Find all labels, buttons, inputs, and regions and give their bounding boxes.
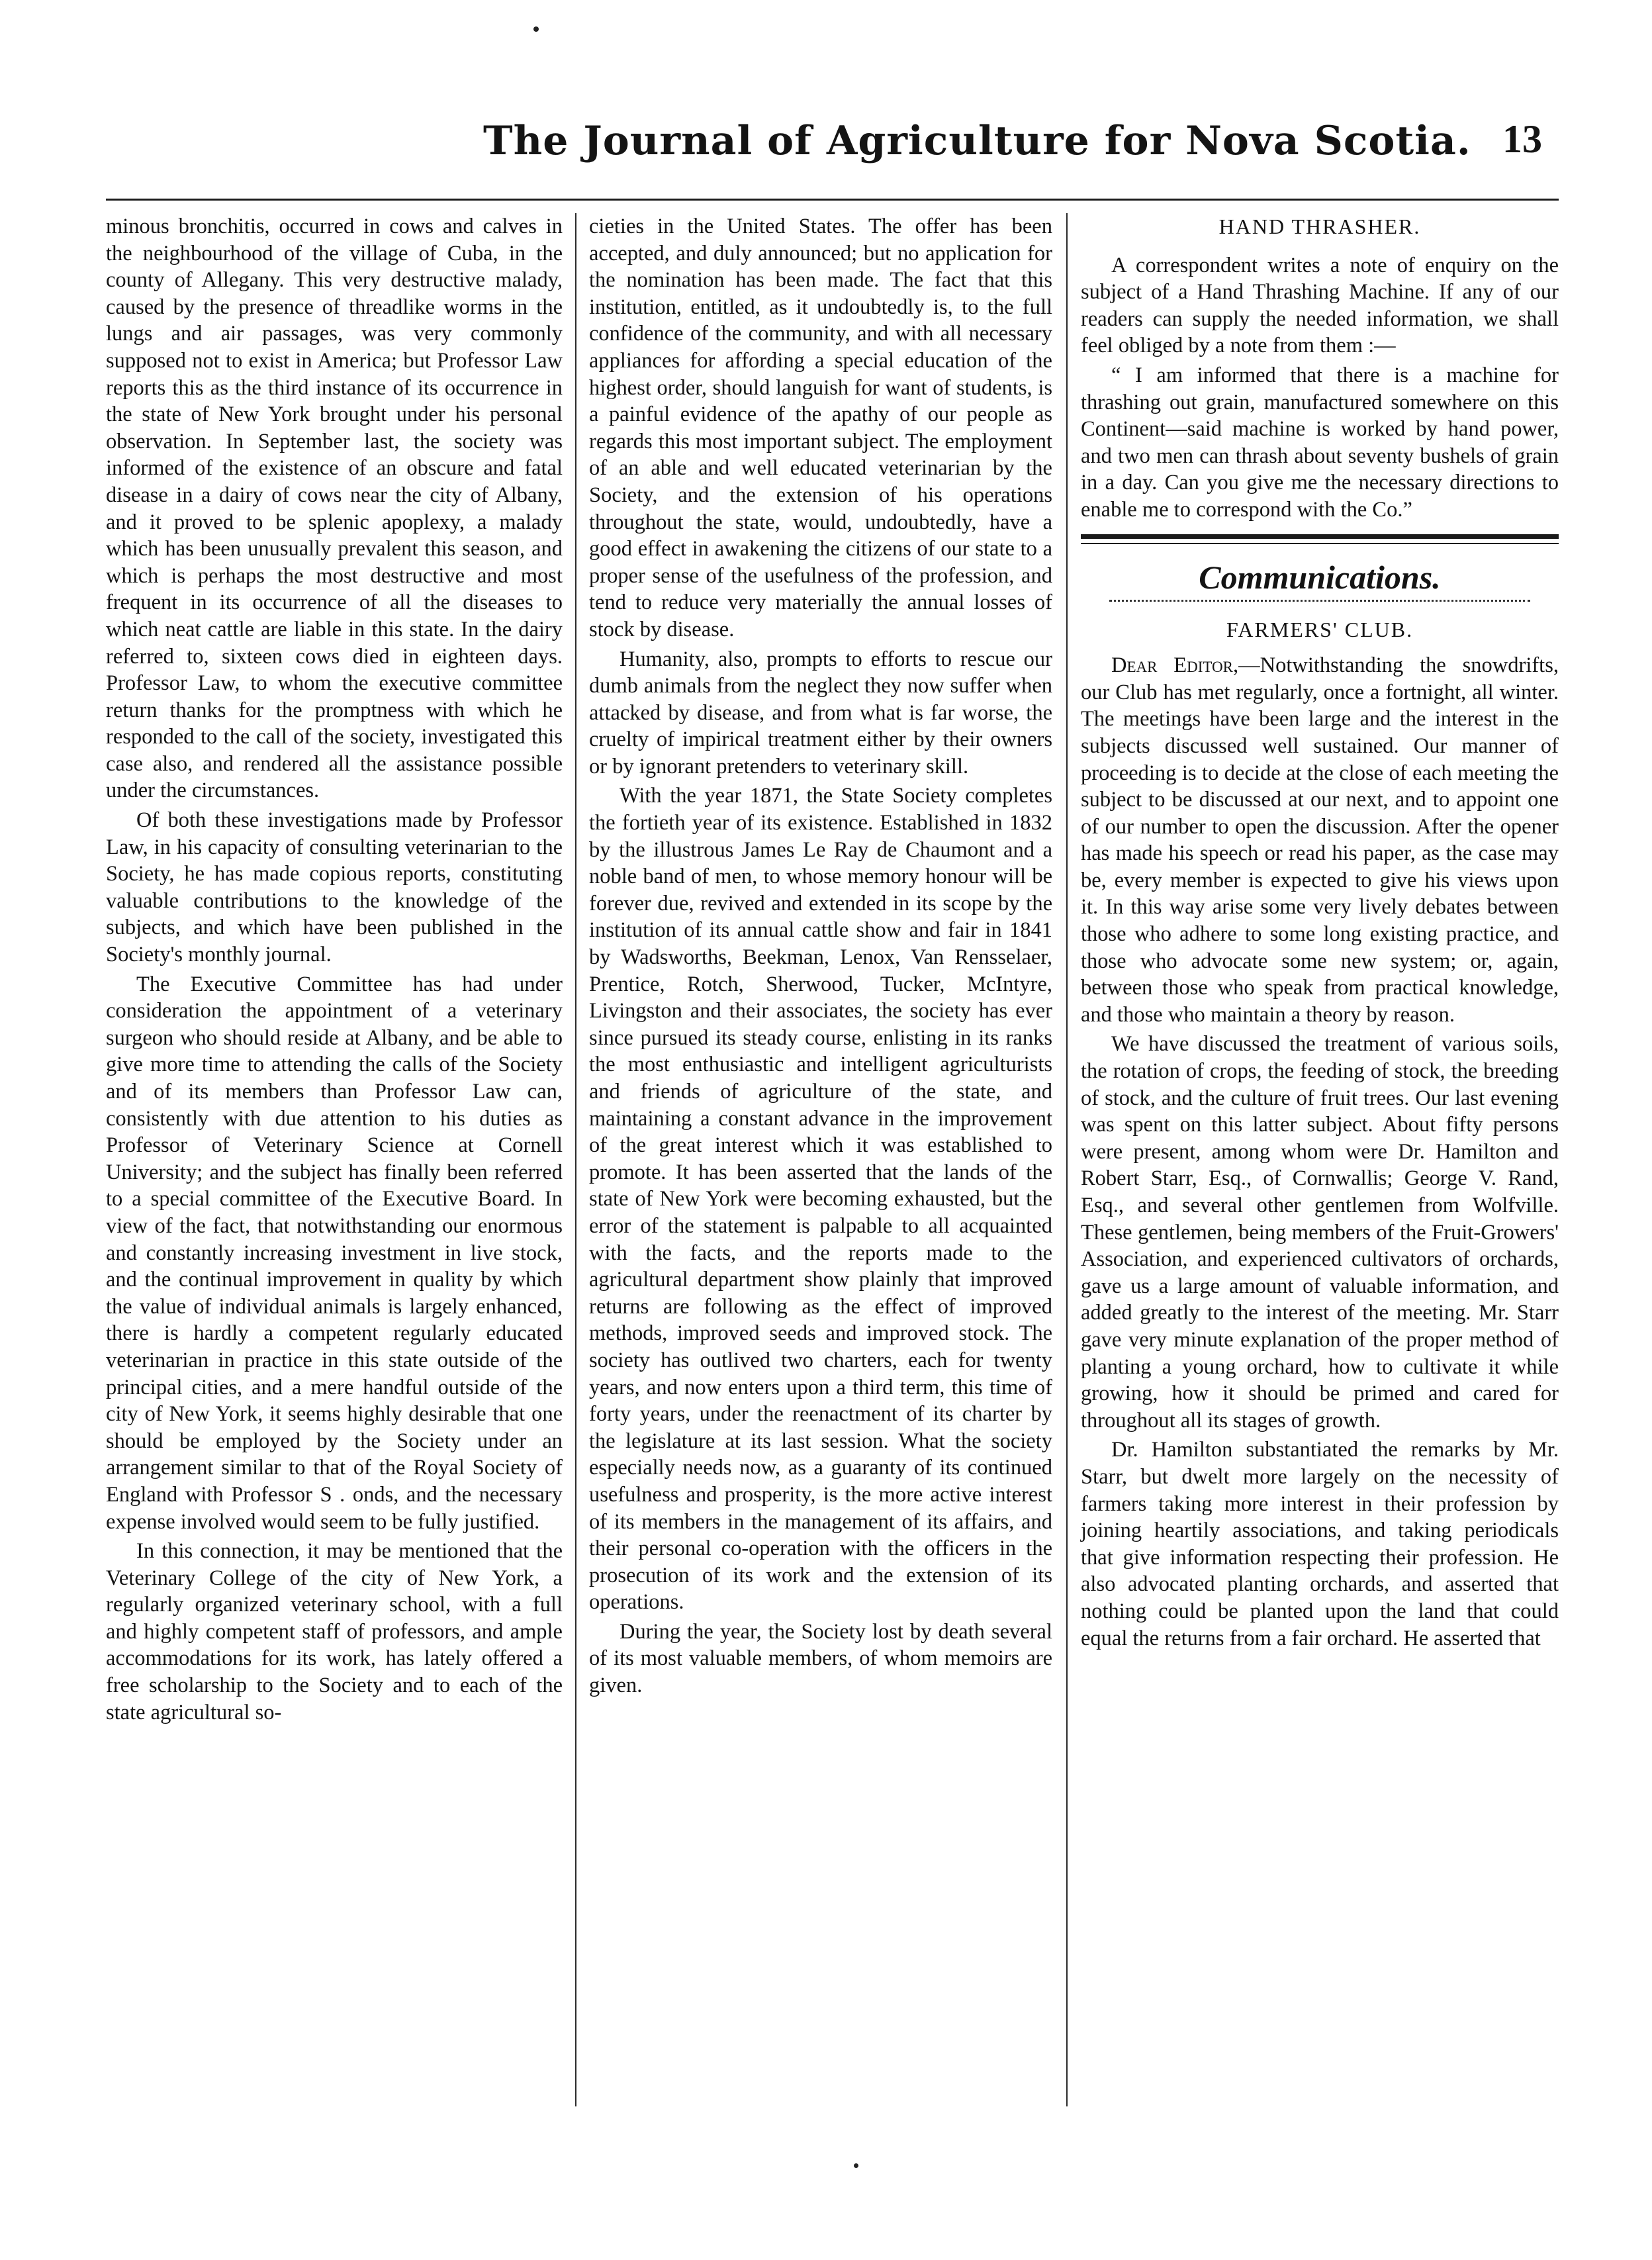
print-speck (854, 2163, 858, 2168)
running-title: The Journal of Agriculture for Nova Scotia. (483, 118, 1471, 164)
column-1 (106, 213, 563, 1728)
hand-thrasher-heading: HAND THRASHER. (1218, 214, 1421, 238)
header-rule (106, 199, 1559, 201)
page-number: 13 (1502, 117, 1542, 161)
letter-first-paragraph: —Notwithstanding the snowdrifts, our Club has met regularly, once a fortnight, all winter. The meetings have been large and the interest in the subjects discussed well sustained. Our manner of proceeding is to decide at the close of each meeting the subject to be discussed at our next, and to appoint one of our number to open the discussion. After the opener has made his speech or read his paper, as the case may be, every member is expected to give his views upon it. In this way arise some very lively debates between those who adhere to some long existing practice, and those who advocate some new system; or, again, between those who speak from practical knowledge, and those who maintain a theory by reason. (1081, 653, 1559, 1027)
dotted-rule (1109, 600, 1530, 602)
paragraph: The Executive Committee has had under consideration the appointment of a veterinary surgeon who should reside at Albany, and be able to give more time to attending the calls of the Society and of its members than Professor Law can, consistently with due attention to his duties as Professor of Veterinary Science at Cornell University; and the subject has finally been referred to a special committee of the Executive Board. In view of the fact, that notwithstanding our enormous and constantly increasing investment in live stock, and the continual improvement in quality by which the value of individual animals is largely enhanced, there is hardly a competent regularly educated veterinarian in practice in this state outside of the principal cities, and a mere handful outside of the city of New York, it seems highly desirable that one should be employed by the Society under an arrangement similar to that of the Royal Society of England with Professor S . onds, and the necessary expense involved would seem to be fully justified. (106, 972, 563, 1534)
farmers-club-heading: FARMERS' CLUB. (1226, 617, 1414, 641)
salutation: Dear Editor, (1111, 653, 1239, 678)
quoted-letter: “ I am informed that there is a machine for thrashing out grain, manufactured somewhere on this Continent—said machine is worked by hand power, and two men can thrash about seventy bushels of grain in a day. Can you give me the necessary directions to enable me to correspond with the Co.” (1081, 363, 1559, 522)
letter-opening (1081, 652, 1559, 1028)
communications-banner: Communications. (1199, 558, 1441, 596)
paragraph: minous bronchitis, occurred in cows and calves in the neighbourhood of the village of Cuba, in the county of Allegany. This very destructive malady, caused by the presence of threadlike worms in the lungs and air passages, was very commonly supposed not to exist in America; but Professor Law reports this as the third instance of its occurrence in the state of New York brought under his personal observation. In September last, the society was informed of the existence of an obscure and fatal disease in a dairy of cows near the city of Albany, and it proved to be splenic apoplexy, a malady which has been unusually prevalent this season, and which is perhaps the most destructive and most frequent in its occurrence of all the diseases to which neat cattle are liable in this state. In the dairy referred to, sixteen cows died in eighteen days. Professor Law, to whom the executive committee return thanks for the promptness with which he responded to the call of the society, investigated this case also, and rendered all the assistance possible under the circumstances. (106, 214, 563, 803)
column-3 (1081, 213, 1559, 1654)
paragraph: A correspondent writes a note of enquiry on the subject of a Hand Thrashing Machine. If any of our readers can supply the needed information, we shall feel obliged by a note from them :— (1081, 253, 1559, 358)
paragraph: cieties in the United States. The offer has been accepted, and duly announced; but no application for the nomination has been made. The fact that this institution, entitled, as it undoubtedly is, to the full confidence of the community, and with all necessary appliances for affording a special education of the highest order, should languish for want of students, is a painful evidence of the apathy of our people as regards this most important subject. The employment of an able and well educated veterinarian by the Society, and the extension of his operations throughout the state, would, undoubtedly, have a good effect in awakening the citizens of our state to a proper sense of the usefulness of the profession, and tend to reduce very materially the annual losses of stock by disease. (589, 214, 1052, 641)
paragraph: Dr. Hamilton substantiated the remarks by Mr. Starr, but dwelt more largely on the necessity of farmers taking more interest in their profession by joining heartily associations, and taking periodicals that give information respecting their profession. He also advocated planting orchards, and asserted that nothing could be planted upon the land that could equal the returns from a fair orchard. He asserted that (1081, 1438, 1559, 1650)
paragraph: With the year 1871, the State Society completes the fortieth year of its existence. Established in 1832 by the illustrous James Le Ray de Chaumont and a noble band of men, to whose memory honour will be forever due, revived and extended in its scope by the institution of its annual cattle show and fair in 1841 by Wadsworths, Beekman, Lenox, Van Rensselaer, Prentice, Rotch, Sherwood, Tucker, McIntyre, Livingston and their associates, the society has ever since pursued its steady course, enlisting in its ranks the most enthusiastic and intelligent agriculturists and friends of agriculture of the state, and maintaining a constant advance in the improvement of the great interest which it was established to promote. It has been asserted that the lands of the state of New York were becoming exhausted, but the error of the statement is palpable to all acquainted with the facts, and the reports made to the agricultural department show plainly that improved returns are following as the effect of improved methods, improved seeds and improved stock. The society has outlived two charters, each for twenty years, and now enters upon a third term, this time of forty years, under the reenactment of its charter by the legislature at its last session. What the society especially needs now, as a guaranty of its continued usefulness and prosperity, is the more active interest of its members in the management of its affairs, and their personal co-operation with the officers in the prosecution of its work and the extension of its operations. (589, 784, 1052, 1615)
paragraph: Humanity, also, prompts to efforts to rescue our dumb animals from the neglect they now suffer when attacked by disease, and from what is far worse, the cruelty of impirical treatment either by their owners or by ignorant pretenders to veterinary skill. (589, 647, 1052, 778)
paragraph: Of both these investigations made by Professor Law, in his capacity of consulting veterinarian to the Society, he has made copious reports, constituting valuable contributions to the knowledge of the subjects, and which have been published in the Society's monthly journal. (106, 808, 563, 967)
column-2 (589, 213, 1052, 1702)
print-speck (533, 26, 539, 32)
paragraph: During the year, the Society lost by death several of its most valuable members, of whom memoirs are given. (589, 1619, 1052, 1698)
paragraph: In this connection, it may be mentioned that the Veterinary College of the city of New York, a regularly organized veterinary school, with a full and highly competent staff of professors, and ample accommodations for its work, has lately offered a free scholarship to the Society and to each of the state agricultural so- (106, 1539, 563, 1724)
column-divider (575, 213, 576, 2106)
section-rule (1081, 534, 1559, 544)
paragraph: We have discussed the treatment of various soils, the rotation of crops, the feeding of stock, the breeding of stock, and the culture of fruit trees. Our last evening was spent on this latter subject. About fifty persons were present, among whom were Dr. Hamilton and Robert Starr, Esq., of Cornwallis; George V. Rand, Esq., and several other gentlemen from Wolfville. These gentlemen, being members of the Fruit-Growers' Association, and experienced cultivators of orchards, gave us a large amount of valuable information, and added greatly to the interest of the meeting. Mr. Starr gave very minute explanation of the proper method of planting a young orchard, how to cultivate it while growing, how it should be primed and cared for throughout all its stages of growth. (1081, 1032, 1559, 1433)
column-divider (1066, 213, 1068, 2106)
